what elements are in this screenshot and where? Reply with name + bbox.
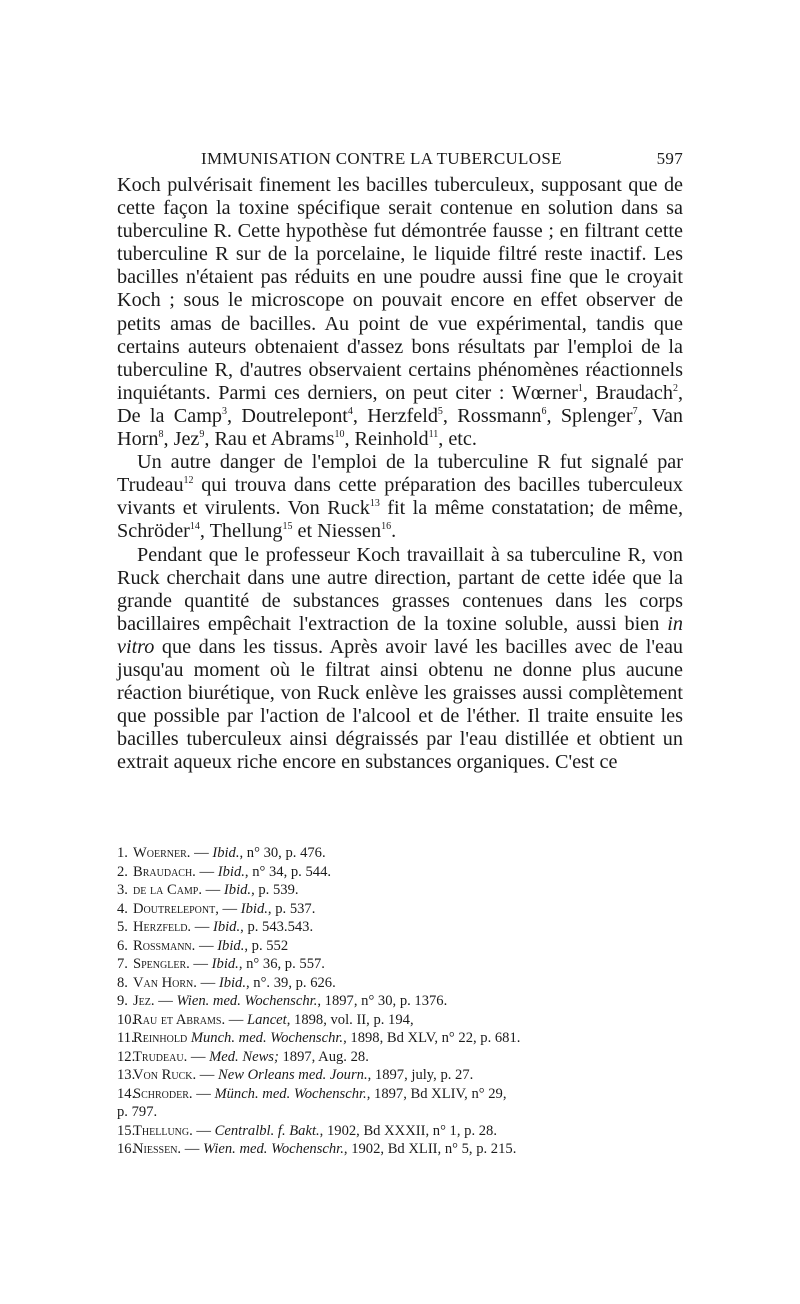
footnote-separator: — — [196, 974, 219, 991]
footnote-ref: 1 — [577, 382, 583, 394]
footnote-ref: 15 — [282, 521, 293, 533]
paragraph-3: Pendant que le professeur Koch travaillait à sa tuberculine R, von Ruck cherchait dans une autre direction, partant de cette idée que la grande quantité de substances grasses contenues dans les corps bacillaires empêchait l'extraction de la toxine soluble, aussi bien in vitro que dans les tissus. Après avoir lavé les bacilles avec de l'eau jusqu'au moment où le filtrat ainsi obtenu ne donne plus aucune réaction biurétique, von Ruck enlève les graisses aussi complètement que possible par l'action de l'alcool et de l'éther. Il traite ensuite les bacilles tuberculeux ainsi dégraissés par l'eau distillée et obtient un extrait aqueux riche encore en substances organiques. C'est ce — [117, 543, 683, 774]
footnote-detail: , p. 537. — [267, 900, 316, 917]
footnote-number: 9. — [117, 993, 128, 1009]
footnote — [117, 844, 683, 863]
footnote — [117, 1011, 683, 1030]
footnote-separator: — — [181, 1141, 203, 1157]
footnote — [117, 1048, 683, 1067]
footnote-separator: — — [192, 1085, 215, 1102]
footnote-source: Lancet — [246, 1011, 287, 1028]
footnote-source: Ibid. — [240, 900, 268, 917]
footnote-number: 5. — [117, 919, 128, 935]
footnote — [117, 881, 683, 900]
footnote-number: 14. — [117, 1085, 136, 1102]
page-number: 597 — [656, 149, 683, 168]
footnote-author: Rau et Abrams. — [133, 1011, 226, 1028]
footnote — [117, 1029, 683, 1048]
footnote-separator: — — [195, 937, 218, 954]
footnote-author: Niessen. — [133, 1141, 182, 1157]
footnote — [117, 1085, 683, 1104]
footnote-number: 11. — [117, 1030, 135, 1046]
footnote-source: Ibid. — [212, 845, 240, 861]
footnote-source: Centralbl. f. Bakt. — [214, 1122, 320, 1139]
footnote-author: Rossmann. — [133, 937, 196, 954]
footnote-separator: — — [225, 1011, 247, 1028]
footnote-detail: , 1898, vol. II, p. 194, — [286, 1011, 414, 1028]
footnote-separator: — — [202, 882, 224, 898]
footnote-separator: — — [195, 863, 218, 880]
footnote-number: 8. — [117, 974, 128, 991]
italic-phrase: in vitro — [117, 612, 683, 658]
footnote-source: Wien. med. Wochenschr. — [202, 1141, 344, 1157]
footnote-author: Van Horn. — [133, 974, 197, 991]
footnote-ref: 11 — [428, 429, 439, 441]
footnote-separator: — — [187, 1048, 210, 1065]
footnote-ref: 12 — [183, 475, 194, 487]
footnote-ref: 16 — [381, 521, 392, 533]
footnote — [117, 1140, 683, 1159]
footnote-author: Von Ruck. — [133, 1067, 197, 1083]
footnote-detail: , 1902, Bd XLII, n° 5, p. 215. — [343, 1141, 517, 1157]
footnote-number: 15. — [117, 1122, 136, 1139]
footnote-source: Ibid. — [211, 956, 239, 972]
footnote — [117, 937, 683, 956]
footnote-number: 13. — [117, 1067, 136, 1083]
footnote-number: 3. — [117, 882, 128, 898]
footnote-source: Ibid. — [217, 937, 245, 954]
footnote-source: Wien. med. Wochenschr. — [176, 993, 318, 1009]
footnote-ref: 4 — [347, 405, 353, 417]
footnote-detail: , n°. 39, p. 626. — [246, 974, 336, 991]
footnote-ref: 13 — [369, 498, 380, 510]
footnote-ref: 2 — [672, 382, 678, 394]
footnote-source: Ibid. — [212, 919, 241, 935]
footnote-author: Doutrelepont, — [133, 900, 219, 917]
footnote-source: Munch. med. Wochenschr. — [190, 1030, 344, 1046]
footnote-separator: — — [154, 993, 177, 1009]
footnotes — [117, 844, 683, 1159]
footnote-ref: 14 — [189, 521, 200, 533]
footnote-author: Braudach. — [133, 863, 196, 880]
footnote-detail: , n° 34, p. 544. — [244, 863, 332, 880]
footnote-detail: , 1897, n° 30, p. 1376. — [317, 993, 448, 1009]
footnote-number: 4. — [117, 900, 128, 917]
footnote-number: 12. — [117, 1048, 136, 1065]
footnote-author: Jez. — [133, 993, 155, 1009]
footnote-number: 2. — [117, 863, 128, 880]
footnote-detail: , n° 36, p. 557. — [238, 956, 325, 972]
footnote-author: Schroder. — [133, 1085, 193, 1102]
footnote-ref: 5 — [437, 405, 443, 417]
footnote-source: New Orleans med. Journ. — [218, 1067, 368, 1083]
footnote-continuation: p. 797. — [117, 1104, 158, 1120]
footnote-separator: — — [218, 900, 241, 917]
footnote-detail: , p. 539. — [251, 882, 299, 898]
footnote-ref: 9 — [199, 429, 205, 441]
footnote-detail: , n° 30, p. 476. — [239, 845, 326, 861]
footnote — [117, 974, 683, 993]
footnote-number: 7. — [117, 956, 128, 972]
footnote — [117, 900, 683, 919]
footnote-author: Woerner. — [133, 845, 191, 861]
footnote-detail: , p. 543.543. — [240, 919, 314, 935]
footnote-author: Trudeau. — [133, 1048, 188, 1065]
footnote-detail: , 1902, Bd XXXII, n° 1, p. 28. — [319, 1122, 497, 1139]
footnote-source: Münch. med. Wochenschr. — [214, 1085, 367, 1102]
footnote-author: Reinhold — [133, 1030, 188, 1046]
footnote — [117, 992, 683, 1011]
footnote-separator: — — [190, 845, 213, 861]
footnote-author: de la Camp. — [133, 882, 203, 898]
footnote — [117, 955, 683, 974]
footnote-separator: — — [196, 1067, 219, 1083]
footnote-detail: , 1897, july, p. 27. — [367, 1067, 474, 1083]
footnote-ref: 8 — [158, 429, 164, 441]
paragraph-1: Koch pulvérisait finement les bacilles tuberculeux, supposant que de cette façon la toxine spécifique serait contenue en solution dans sa tuberculine R. Cette hypothèse fut démontrée fausse ; en filtrant cette tuberculine R sur de la porcelaine, le liquide filtré reste inactif. Les bacilles n'étaient pas réduits en une poudre aussi fine que le croyait Koch ; sous le microscope on pouvait encore en effet observer de petits amas de bacilles. Au point de vue expérimental, tandis que certains auteurs obtenaient d'assez bons résultats par l'emploi de la tuberculine R, d'autres observaient certains phénomènes réactionnels inquiétants. Parmi ces derniers, on peut citer : Wœrner$^1$, Braudach$^2$, De la Camp$^3$, Doutrelepont$^4$, Herzfeld$^5$, Rossmann$^6$, Splenger$^7$, Van Horn$^8$, Jez$^9$, Rau et Abrams$^{10}$, Reinhold$^{11}$, etc. — [117, 174, 684, 451]
footnote-number: 16. — [117, 1141, 136, 1157]
footnote-ref: 10 — [334, 429, 345, 441]
footnote — [117, 863, 683, 882]
footnote-number: 6. — [117, 937, 128, 954]
footnote-detail: , p. 552 — [244, 937, 289, 954]
footnote-author: Herzfeld. — [133, 919, 192, 935]
footnote-separator: — — [191, 919, 213, 935]
footnote-source: Ibid. — [217, 863, 245, 880]
footnote — [117, 1066, 683, 1085]
body-text — [117, 174, 683, 774]
footnote-number: 10. — [117, 1011, 136, 1028]
footnote-detail: , 1897, Bd XLIV, n° 29, — [366, 1085, 507, 1102]
footnote-separator: — — [189, 956, 212, 972]
footnote-author: Thellung. — [133, 1122, 193, 1139]
footnote-detail: , 1898, Bd XLV, n° 22, p. 681. — [343, 1030, 521, 1046]
footnote-ref: 3 — [222, 405, 228, 417]
paragraph-2: Un autre danger de l'emploi de la tuberculine R fut signalé par Trudeau$^{12}$ qui trouva dans cette préparation des bacilles tuberculeux vivants et virulents. Von Ruck$^{13}$ fit la même constatation; de même, Schröder$^{14}$, Thellung$^{15}$ et Niessen$^{16}$. — [117, 451, 683, 543]
footnote-separator: — — [192, 1122, 215, 1139]
footnote-number: 1. — [117, 845, 128, 861]
footnote-detail: 1897, Aug. 28. — [278, 1048, 369, 1065]
footnote-source: Med. News; — [209, 1048, 279, 1065]
footnote-ref: 6 — [541, 405, 547, 417]
running-title: IMMUNISATION CONTRE LA TUBERCULOSE — [201, 149, 562, 168]
footnote-ref: 7 — [632, 405, 638, 417]
footnote-source: Ibid. — [218, 974, 246, 991]
footnote-source: Ibid. — [223, 882, 252, 898]
footnote — [117, 918, 683, 937]
footnote — [117, 1122, 683, 1141]
footnote-author: Spengler. — [133, 956, 190, 972]
running-header — [117, 149, 683, 175]
